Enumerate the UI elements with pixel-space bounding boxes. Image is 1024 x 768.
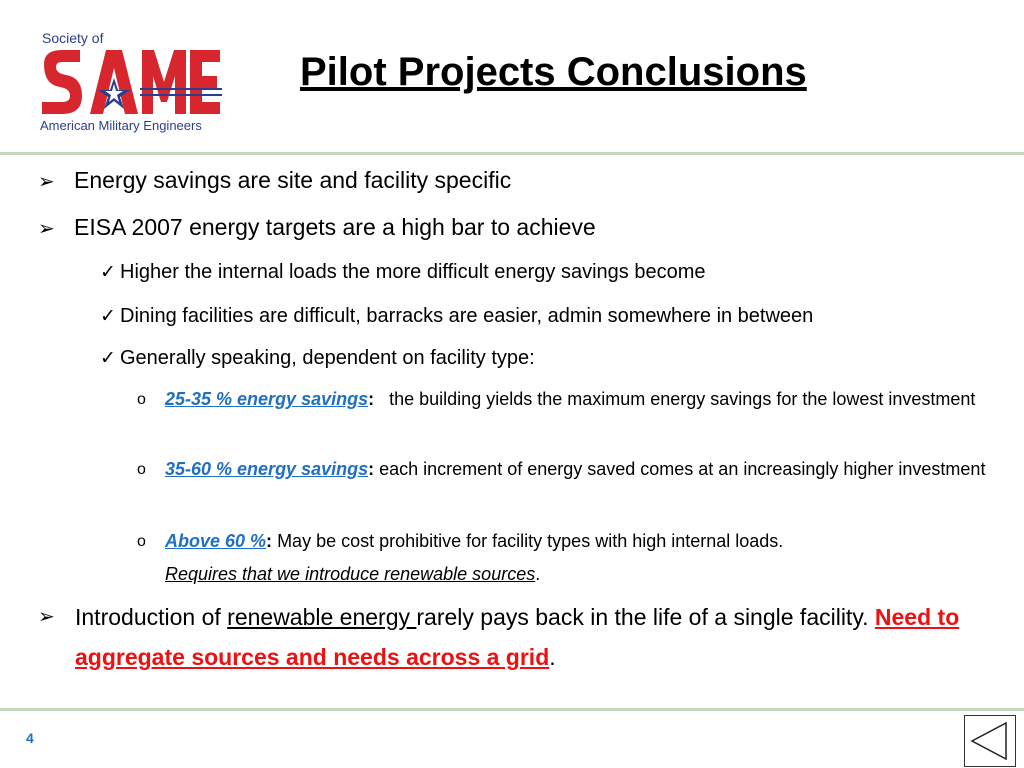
arrow-bullet-icon: ➢ <box>38 171 55 193</box>
circle-bullet-icon: o <box>137 391 146 408</box>
bullet-text: EISA 2007 energy targets are a high bar to achieve <box>74 214 596 240</box>
check-icon: ✓ <box>100 306 116 327</box>
check-item <box>100 257 706 288</box>
page-number: 4 <box>26 730 34 746</box>
previous-slide-button[interactable] <box>964 715 1016 767</box>
check-text: Dining facilities are difficult, barracks are easier, admin somewhere in between <box>120 305 814 327</box>
bullet-renewable: ➢ Introduction of renewable energy rarely pays back in the life of a single facility. Need to aggregate sources and needs across a grid. <box>38 597 998 677</box>
sub-text: May be cost prohibitive for facility types with high internal loads. <box>277 531 784 551</box>
check-icon: ✓ <box>100 262 116 283</box>
sub-label: 35-60 % energy savings <box>165 459 369 479</box>
logo-bottom-text: American Military Engineers <box>40 118 202 133</box>
circle-bullet-icon: o <box>137 533 146 550</box>
arrow-bullet-icon: ➢ <box>38 218 55 240</box>
bullet-text: Energy savings are site and facility specific <box>74 167 512 193</box>
arrow-bullet-icon: ➢ <box>38 606 55 628</box>
sub-item: o Above 60 %: May be cost prohibitive for facility types with high internal loads. Requires that we introduce renewable sources. <box>137 525 1017 591</box>
sub-label: Above 60 % <box>165 531 267 551</box>
sub-label: 25-35 % energy savings <box>165 389 369 409</box>
bullet-eisa <box>38 207 596 249</box>
sub-emphasis: Requires that we introduce renewable sources <box>165 564 536 584</box>
sub-item: o 35-60 % energy savings: each increment of energy saved comes at an increasingly higher investment <box>137 453 1017 486</box>
previous-triangle-icon <box>968 719 1012 763</box>
renewable-energy-text: renewable energy <box>227 604 417 630</box>
circle-bullet-icon: o <box>137 461 146 478</box>
sub-item: o 25-35 % energy savings: the building yields the maximum energy savings for the lowest investment <box>137 383 1017 416</box>
bottom-divider <box>0 708 1024 711</box>
slide-title: Pilot Projects Conclusions <box>300 50 807 94</box>
logo-top-text: Society of <box>42 30 104 46</box>
check-item <box>100 343 535 374</box>
check-text: Higher the internal loads the more difficult energy savings become <box>120 261 706 283</box>
check-icon: ✓ <box>100 348 116 369</box>
sub-text: the building yields the maximum energy savings for the lowest investment <box>389 389 976 409</box>
aggregate-callout: Need to aggregate sources and needs across a grid <box>75 604 960 670</box>
bullet-energy-savings <box>38 160 511 202</box>
check-text: Generally speaking, dependent on facility type: <box>120 347 535 369</box>
check-item <box>100 301 813 332</box>
sub-text: each increment of energy saved comes at an increasingly higher investment <box>379 459 986 479</box>
